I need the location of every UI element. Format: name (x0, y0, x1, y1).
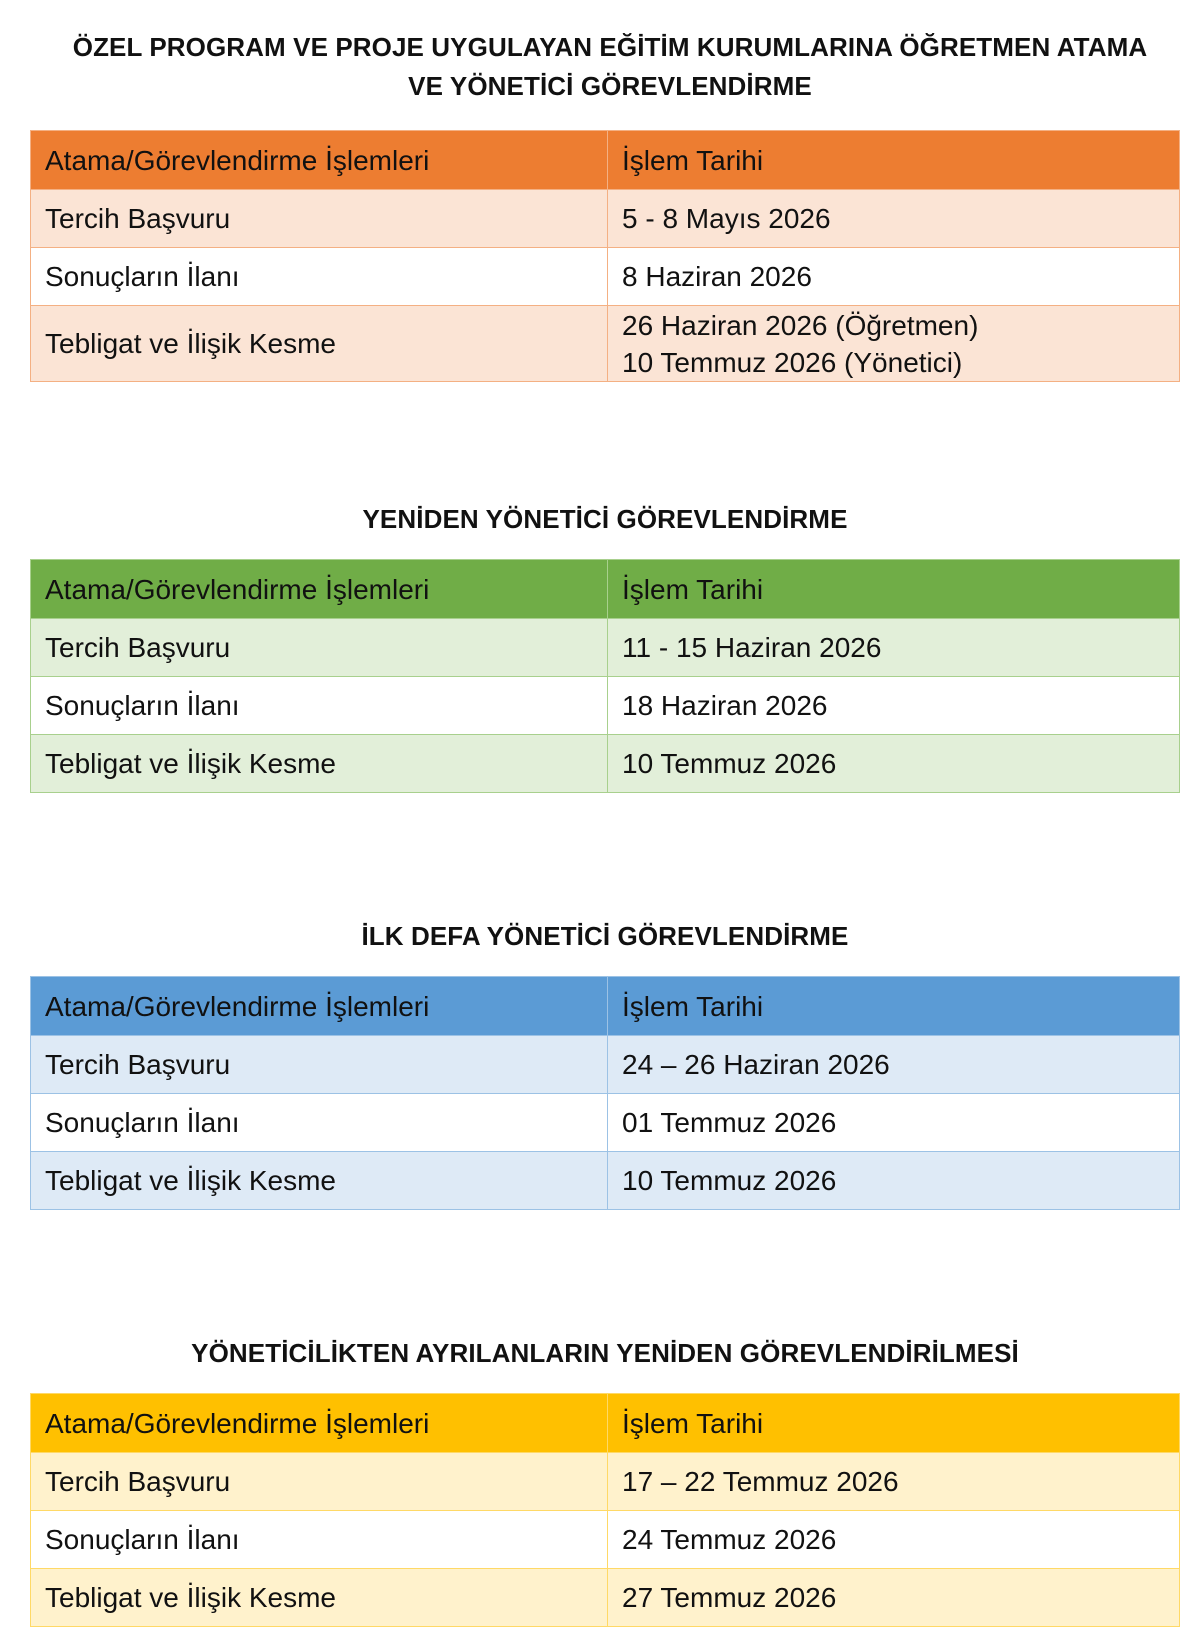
date-cell: 5 - 8 Mayıs 2026 (608, 190, 1180, 248)
section-title: YÖNETİCİLİKTEN AYRILANLARIN YENİDEN GÖREVLENDİRİLMESİ (191, 1338, 1019, 1368)
date-line-teacher: 26 Haziran 2026 (Öğretmen) (622, 309, 979, 341)
date-cell: 11 - 15 Haziran 2026 (608, 619, 1180, 677)
header-cell-process: Atama/Görevlendirme İşlemleri (31, 131, 608, 190)
section-title: YENİDEN YÖNETİCİ GÖREVLENDİRME (362, 504, 848, 534)
date-cell: 27 Temmuz 2026 (608, 1569, 1180, 1627)
schedule-table (30, 976, 1180, 1210)
table-header-row (31, 977, 1180, 1036)
header-cell-process: Atama/Görevlendirme İşlemleri (31, 1394, 608, 1453)
schedule-table (30, 1393, 1180, 1627)
table-row (31, 190, 1180, 248)
step-cell: Tercih Başvuru (31, 1453, 608, 1511)
table-row (31, 735, 1180, 793)
header-cell-process: Atama/Görevlendirme İşlemleri (31, 560, 608, 619)
step-cell: Sonuçların İlanı (31, 677, 608, 735)
schedule-table (30, 559, 1180, 793)
date-cell: 10 Temmuz 2026 (608, 1152, 1180, 1210)
table-row (31, 1511, 1180, 1569)
table-row (31, 248, 1180, 306)
header-cell-date: İşlem Tarihi (608, 1394, 1180, 1453)
step-cell: Tebligat ve İlişik Kesme (31, 306, 608, 382)
schedule-table (30, 130, 1180, 382)
table-header-row (31, 1394, 1180, 1453)
step-cell: Tercih Başvuru (31, 190, 608, 248)
table-row (31, 619, 1180, 677)
section-yeniden-yonetici (30, 500, 1180, 793)
section-yoneticilikten-ayrilanlar (30, 1334, 1180, 1627)
table-row (31, 1152, 1180, 1210)
step-cell: Sonuçların İlanı (31, 248, 608, 306)
date-cell: 10 Temmuz 2026 (608, 735, 1180, 793)
table-row (31, 1569, 1180, 1627)
table-row (31, 306, 1180, 382)
step-cell: Sonuçların İlanı (31, 1511, 608, 1569)
date-cell (608, 306, 1180, 382)
date-cell: 24 Temmuz 2026 (608, 1511, 1180, 1569)
table-header-row (31, 560, 1180, 619)
header-cell-date: İşlem Tarihi (608, 131, 1180, 190)
step-cell: Tebligat ve İlişik Kesme (31, 735, 608, 793)
date-cell: 17 – 22 Temmuz 2026 (608, 1453, 1180, 1511)
date-cell: 8 Haziran 2026 (608, 248, 1180, 306)
table-row (31, 1453, 1180, 1511)
date-cell: 01 Temmuz 2026 (608, 1094, 1180, 1152)
table-row (31, 1094, 1180, 1152)
header-cell-process: Atama/Görevlendirme İşlemleri (31, 977, 608, 1036)
header-cell-date: İşlem Tarihi (608, 977, 1180, 1036)
table-row (31, 677, 1180, 735)
table-header-row (31, 131, 1180, 190)
step-cell: Tebligat ve İlişik Kesme (31, 1152, 608, 1210)
section-title: İLK DEFA YÖNETİCİ GÖREVLENDİRME (361, 921, 849, 951)
date-cell: 24 – 26 Haziran 2026 (608, 1036, 1180, 1094)
header-cell-date: İşlem Tarihi (608, 560, 1180, 619)
date-line-manager: 10 Temmuz 2026 (Yönetici) (622, 346, 963, 378)
date-cell: 18 Haziran 2026 (608, 677, 1180, 735)
step-cell: Sonuçların İlanı (31, 1094, 608, 1152)
section-ilk-defa-yonetici (30, 917, 1180, 1210)
step-cell: Tercih Başvuru (31, 619, 608, 677)
table-row (31, 1036, 1180, 1094)
step-cell: Tebligat ve İlişik Kesme (31, 1569, 608, 1627)
section-title: ÖZEL PROGRAM VE PROJE UYGULAYAN EĞİTİM KURUMLARINA ÖĞRETMEN ATAMA VE YÖNETİCİ GÖREVLENDİRME (72, 32, 1148, 101)
step-cell: Tercih Başvuru (31, 1036, 608, 1094)
section-ozel-program (30, 28, 1180, 382)
